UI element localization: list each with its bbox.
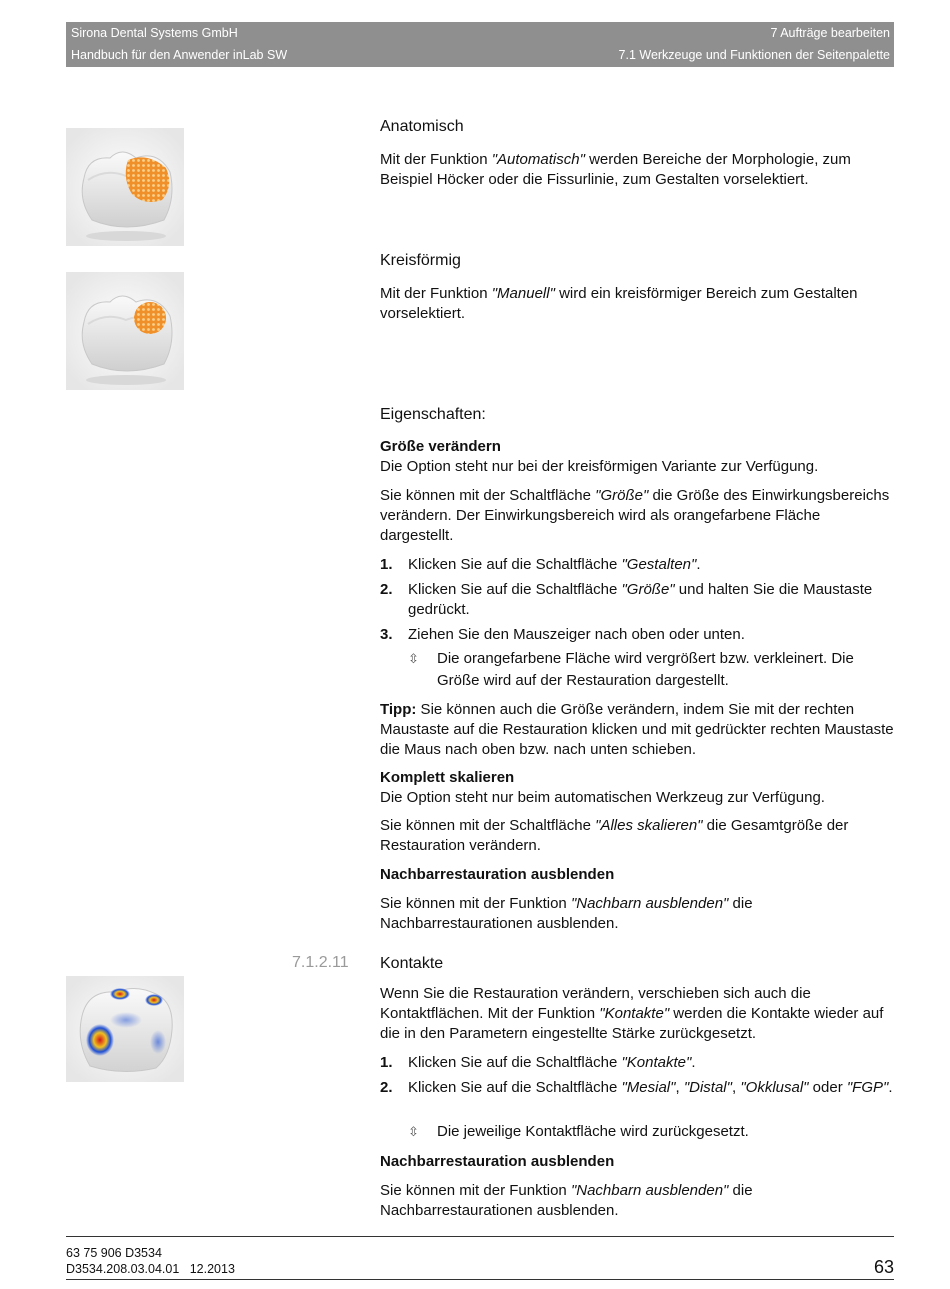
section-number: 7.1.2.11	[292, 954, 349, 971]
heading-kontakte: Kontakte	[380, 955, 444, 972]
subheading-groesse: Größe verändern	[380, 438, 501, 455]
header-chapter: 7 Aufträge bearbeiten	[770, 26, 890, 40]
subheading-nachbar-1: Nachbarrestauration ausblenden	[380, 866, 615, 883]
footer-doc-code-date: D3534.208.03.04.01 12.2013	[66, 1262, 235, 1276]
paragraph-nachbar-1: Sie können mit der Funktion "Nachbarn ausblenden" die Nachbarrestaurationen ausblenden.	[380, 895, 753, 932]
tooth-manual-image	[66, 272, 184, 390]
page-number: 63	[873, 1257, 894, 1277]
footer-doc-number: 63 75 906 D3534	[66, 1246, 162, 1260]
header-section: 7.1 Werkzeuge und Funktionen der Seitenpalette	[618, 48, 890, 62]
header-company: Sirona Dental Systems GmbH	[71, 26, 238, 40]
header-manual: Handbuch für den Anwender inLab SW	[71, 48, 288, 62]
paragraph-kreisfoermig: Mit der Funktion "Manuell" wird ein kreisförmiger Bereich zum Gestalten vorselektiert.	[380, 285, 858, 322]
footer-divider-bottom	[66, 1279, 894, 1280]
heading-anatomisch: Anatomisch	[380, 118, 464, 135]
paragraph-groesse: Sie können mit der Schaltfläche "Größe" die Größe des Einwirkungsbereichs verändern. Der Einwirkungsbereich wird als orangefarbene Fläche dargestellt.	[380, 487, 890, 544]
heading-kreisfoermig: Kreisförmig	[380, 252, 461, 269]
komplett-description: Die Option steht nur beim automatischen Werkzeug zur Verfügung.	[380, 789, 825, 806]
result-arrow-icon: ⇳	[408, 1124, 419, 1139]
paragraph-anatomisch: Mit der Funktion "Automatisch" werden Bereiche der Morphologie, zum Beispiel Höcker oder die Fissurlinie, zum Gestalten vorselektiert.	[380, 151, 851, 188]
heading-eigenschaften: Eigenschaften:	[380, 406, 486, 423]
page-header	[66, 22, 894, 67]
footer-divider-top	[66, 1236, 894, 1237]
paragraph-nachbar-2: Sie können mit der Funktion "Nachbarn ausblenden" die Nachbarrestaurationen ausblenden.	[380, 1182, 753, 1219]
paragraph-komplett: Sie können mit der Schaltfläche "Alles skalieren" die Gesamtgröße der Restauration verändern.	[380, 817, 849, 854]
subheading-nachbar-2: Nachbarrestauration ausblenden	[380, 1153, 615, 1170]
paragraph-kontakte: Wenn Sie die Restauration verändern, verschieben sich auch die Kontaktflächen. Mit der Funktion "Kontakte" werden die Kontakte wieder auf die in den Parametern eingestellte Stärke zurückgesetzt.	[380, 985, 884, 1042]
subheading-komplett: Komplett skalieren	[380, 769, 515, 786]
result-arrow-icon: ⇳	[408, 651, 419, 666]
tooth-automatic-image	[66, 128, 184, 246]
groesse-description: Die Option steht nur bei der kreisförmigen Variante zur Verfügung.	[380, 458, 819, 475]
tooth-contacts-image	[66, 976, 184, 1082]
paragraph-tipp: Tipp: Sie können auch die Größe verändern, indem Sie mit der rechten Maustaste auf die Restauration klicken und mit gedrückter rechten Maustaste die Maus nach oben bzw. nach unten schieben.	[380, 701, 894, 758]
